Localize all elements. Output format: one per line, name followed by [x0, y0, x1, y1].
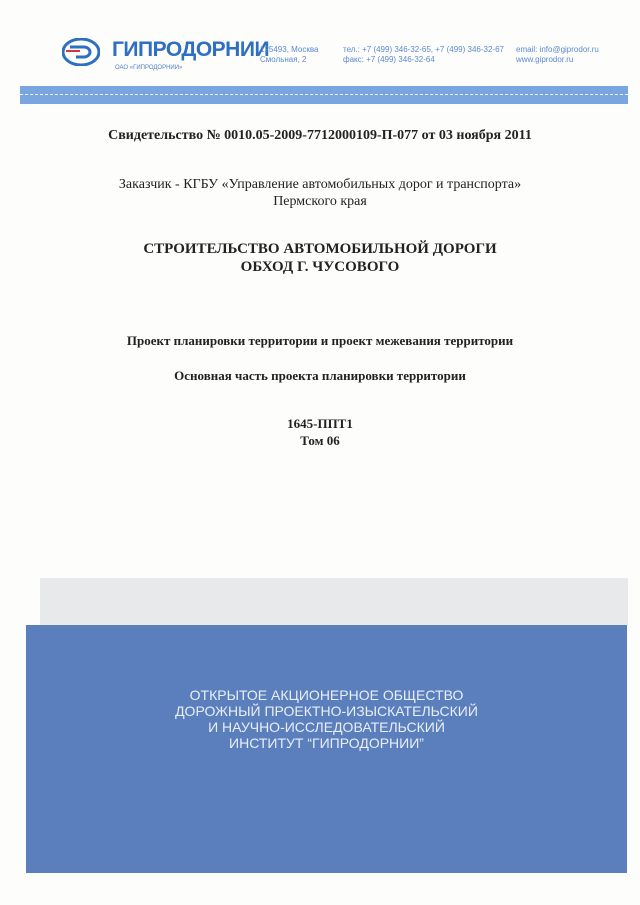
org-line: ИНСТИТУТ “ГИПРОДОРНИИ” [229, 735, 424, 751]
address [260, 45, 318, 65]
customer [0, 176, 640, 210]
header-band [20, 86, 628, 104]
website: www.giprodor.ru [516, 55, 574, 64]
company-logo-icon [62, 38, 100, 66]
brand-name: ГИПРОДОРНИИ [112, 38, 270, 61]
title-line: СТРОИТЕЛЬСТВО АВТОМОБИЛЬНОЙ ДОРОГИ [143, 241, 497, 257]
org-line: И НАУЧНО-ИССЛЕДОВАТЕЛЬСКИЙ [208, 719, 445, 735]
address-line: Смольная, 2 [260, 55, 307, 64]
part-name: Основная часть проекта планировки территории [174, 368, 466, 383]
email: email: info@giprodor.ru [516, 45, 599, 54]
organization-panel [26, 625, 627, 873]
code: 1645-ППТ1 [287, 416, 353, 431]
project-name: Проект планировки территории и проект межевания территории [126, 333, 514, 348]
address-line: 125493, Москва [260, 45, 319, 54]
title-line: ОБХОД Г. ЧУСОВОГО [240, 259, 400, 275]
volume: Том 06 [300, 433, 340, 448]
org-line: ДОРОЖНЫЙ ПРОЕКТНО-ИЗЫСКАТЕЛЬСКИЙ [175, 703, 478, 719]
organization-name [26, 687, 627, 751]
document-code [0, 415, 640, 449]
customer-line: Пермского края [273, 194, 367, 209]
org-line: ОТКРЫТОЕ АКЦИОНЕРНОЕ ОБЩЕСТВО [189, 687, 464, 703]
fax-line: факс: +7 (499) 346-32-64 [343, 55, 435, 64]
web-contacts [516, 45, 599, 65]
document-title [0, 240, 640, 276]
phone-line: тел.: +7 (499) 346-32-65, +7 (499) 346-32-67 [343, 45, 504, 54]
customer-line: Заказчик - КГБУ «Управление автомобильных дорог и транспорта» [118, 177, 522, 192]
brand-subtitle: ОАО «ГИПРОДОРНИИ» [115, 65, 183, 71]
gray-band [40, 578, 628, 626]
certificate: Свидетельство № 0010.05-2009-7712000109-П-077 от 03 ноября 2011 [108, 128, 532, 143]
phones [343, 45, 504, 65]
